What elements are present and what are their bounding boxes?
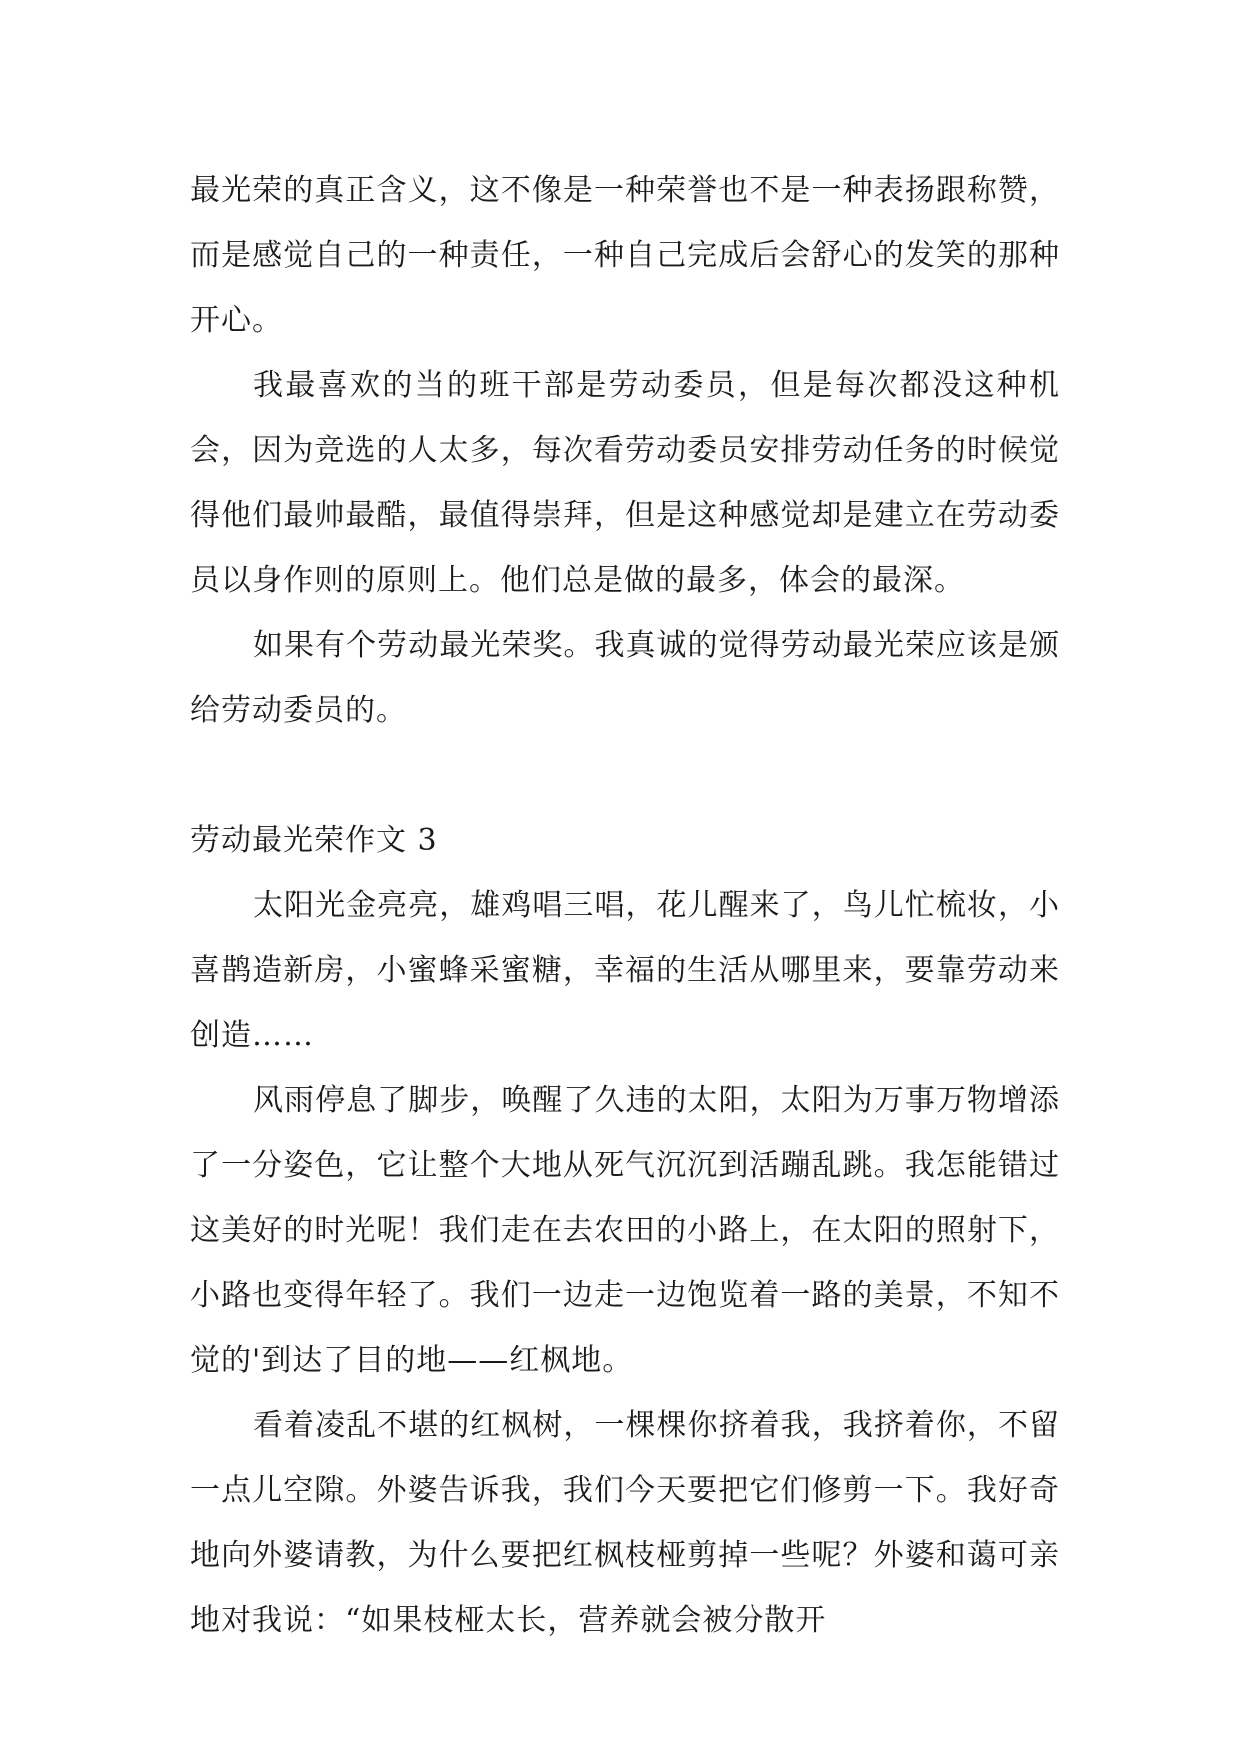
paragraph-award: 如果有个劳动最光荣奖。我真诚的觉得劳动最光荣应该是颁给劳动委员的。: [190, 628, 1060, 728]
section-title: 劳动最光荣作文 3: [190, 823, 438, 858]
paragraph-maple: 看着凌乱不堪的红枫树，一棵棵你挤着我，我挤着你，不留一点儿空隙。外婆告诉我，我们今天要把它们修剪一下。我好奇地向外婆请教，为什么要把红枫枝桠剪掉一些呢？外婆和蔼可亲地对我说：“如果枝桠太长，营养就会被分散开: [190, 1408, 1060, 1638]
paragraph-continued: 最光荣的真正含义，这不像是一种荣誉也不是一种表扬跟称赞，而是感觉自己的一种责任，一种自己完成后会舒心的发笑的那种开心。: [190, 173, 1060, 338]
section-title-block: [190, 743, 1060, 873]
paragraph-song: 太阳光金亮亮，雄鸡唱三唱，花儿醒来了，鸟儿忙梳妆，小喜鹊造新房，小蜜蜂采蜜糖，幸福的生活从哪里来，要靠劳动来创造……: [190, 888, 1060, 1053]
document-page: [190, 158, 1060, 1653]
paragraph-walk: 风雨停息了脚步，唤醒了久违的太阳，太阳为万事万物增添了一分姿色，它让整个大地从死气沉沉到活蹦乱跳。我怎能错过这美好的时光呢！我们走在去农田的小路上，在太阳的照射下，小路也变得年轻了。我们一边走一边饱览着一路的美景，不知不觉的'到达了目的地——红枫地。: [190, 1083, 1060, 1378]
paragraph-class-monitor: 我最喜欢的当的班干部是劳动委员，但是每次都没这种机会，因为竞选的人太多，每次看劳动委员安排劳动任务的时候觉得他们最帅最酷，最值得崇拜，但是这种感觉却是建立在劳动委员以身作则的原则上。他们总是做的最多，体会的最深。: [190, 368, 1060, 598]
